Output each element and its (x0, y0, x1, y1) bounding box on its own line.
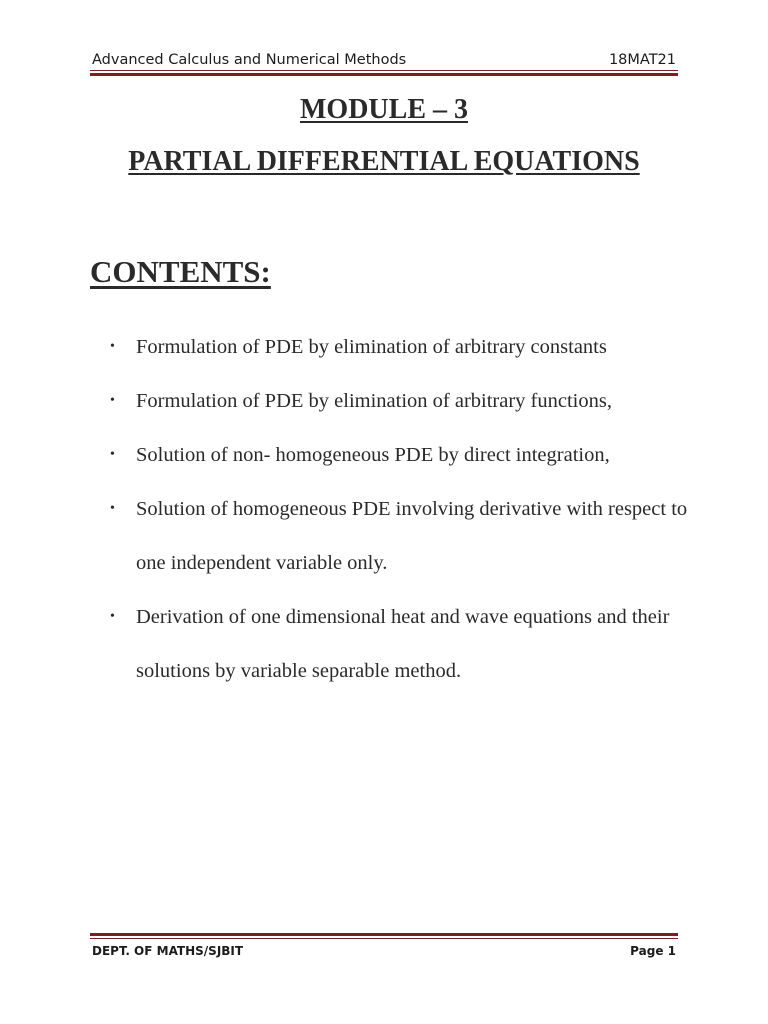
bullet-icon: • (110, 393, 115, 408)
footer-rule (90, 933, 678, 939)
bullet-icon: • (110, 609, 115, 624)
list-item (110, 320, 700, 374)
page-header (92, 46, 676, 68)
contents-heading: CONTENTS: (90, 254, 271, 289)
list-item-text: Formulation of PDE by elimination of arbitrary functions, (136, 390, 612, 412)
list-item-text: Formulation of PDE by elimination of arbitrary constants (136, 336, 607, 358)
bullet-icon: • (110, 447, 115, 462)
page-number: Page 1 (630, 944, 676, 958)
module-title: MODULE – 3 (300, 94, 468, 125)
list-item (110, 590, 700, 698)
list-item (110, 374, 700, 428)
header-rule (90, 70, 678, 76)
contents-list (110, 320, 700, 698)
footer-department: DEPT. OF MATHS/SJBIT (92, 944, 244, 958)
page-footer (92, 944, 676, 958)
list-item-text: Solution of non- homogeneous PDE by direct integration, (136, 444, 610, 466)
list-item-text: Derivation of one dimensional heat and wave equations and their solutions by variable separable method. (136, 606, 670, 682)
bullet-icon: • (110, 339, 115, 354)
list-item (110, 428, 700, 482)
header-course-code: 18MAT21 (608, 52, 676, 68)
chapter-title: PARTIAL DIFFERENTIAL EQUATIONS (128, 146, 640, 177)
list-item-text: Solution of homogeneous PDE involving derivative with respect to one independent variable only. (136, 498, 688, 574)
bullet-icon: • (110, 501, 115, 516)
list-item (110, 482, 700, 590)
header-title: Advanced Calculus and Numerical Methods (92, 52, 407, 68)
